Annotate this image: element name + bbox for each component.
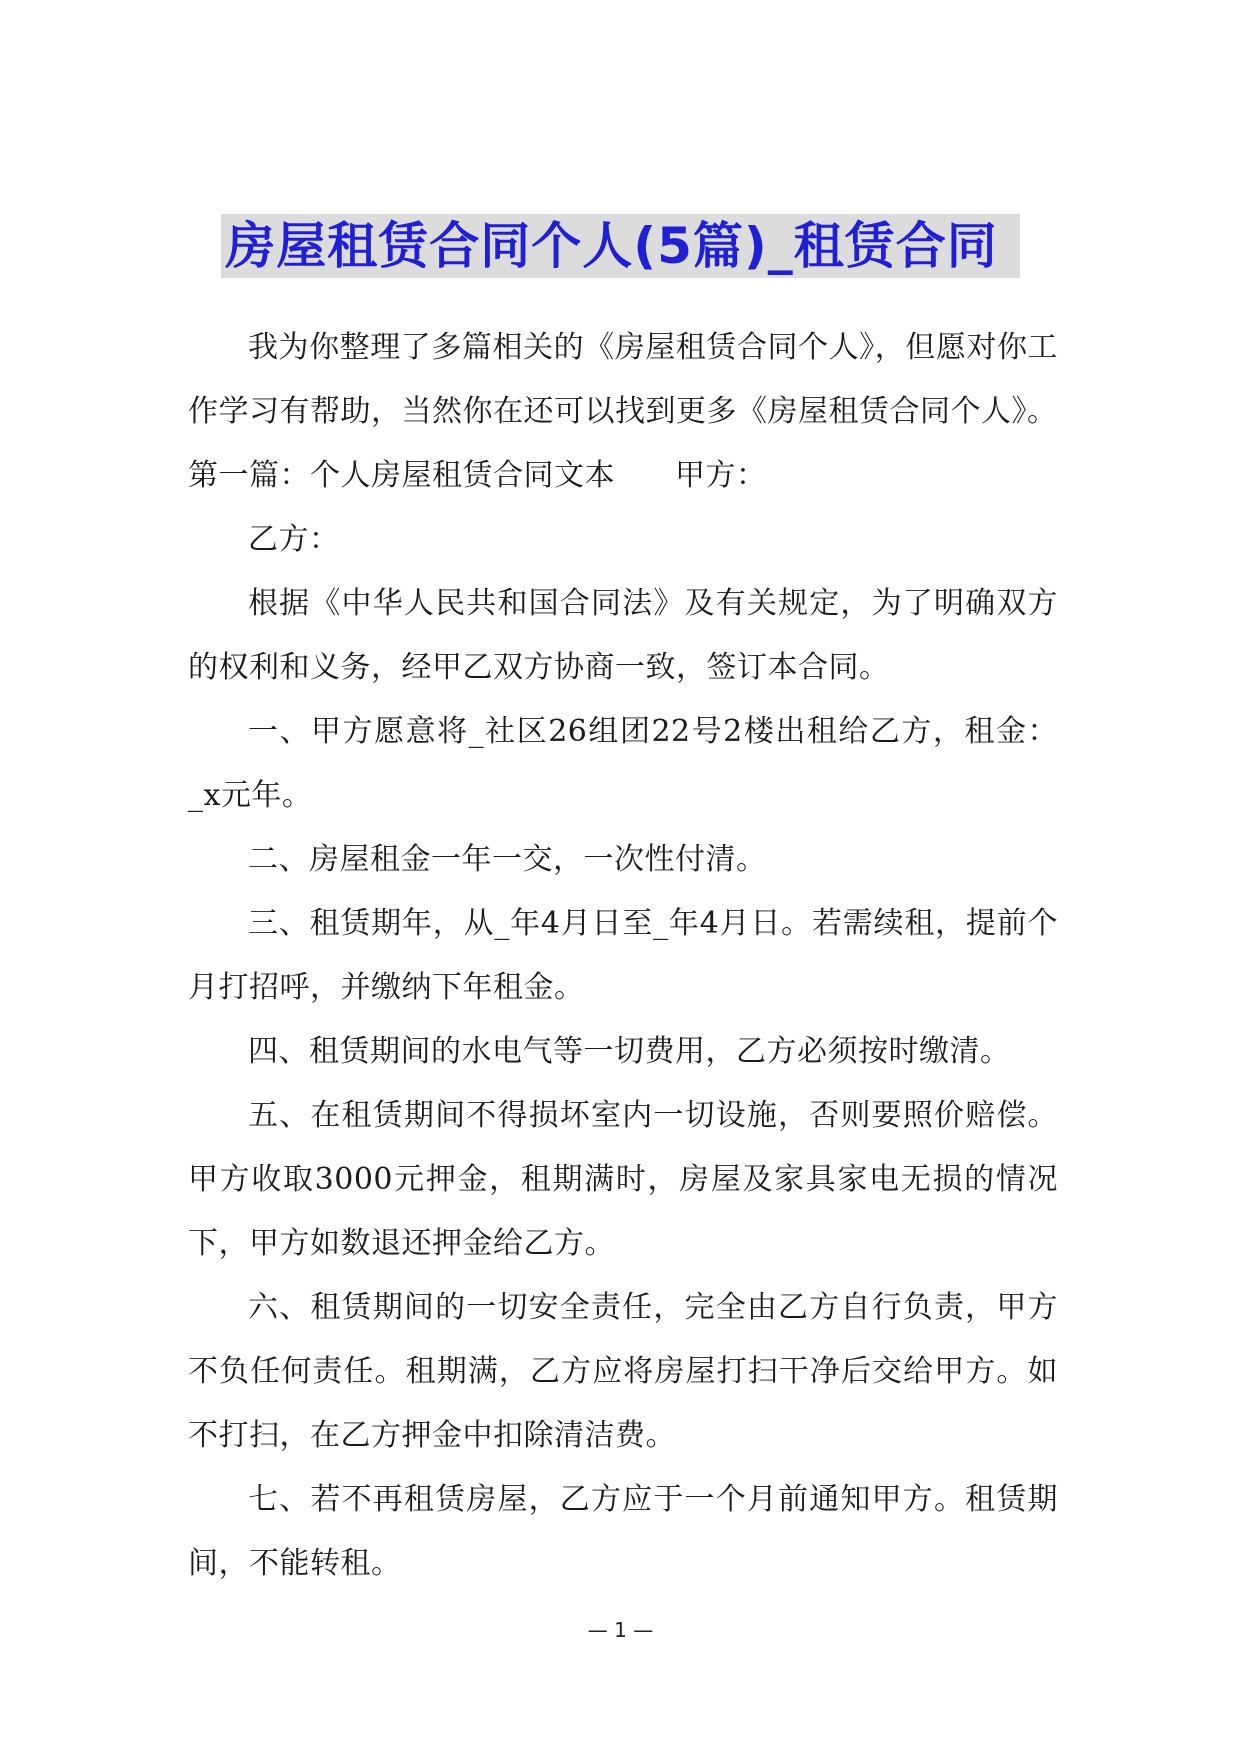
paragraph-clause-2: 二、房屋租金一年一交，一次性付清。 [248,842,767,877]
paragraph-clause-1: 一、甲方愿意将_社区26组团22号2楼出租给乙方，租金：_x元年。 [188,714,1058,813]
document-body [188,316,1058,1596]
paragraph-clause-5: 五、在租赁期间不得损坏室内一切设施，否则要照价赔偿。甲方收取3000元押金，租期满时，房屋及家具家电无损的情况下，甲方如数退还押金给乙方。 [188,1098,1058,1261]
paragraph-clause-4: 四、租赁期间的水电气等一切费用，乙方必须按时缴清。 [248,1034,1011,1069]
page-number: — 1 — [587,1618,654,1642]
paragraph-intro: 我为你整理了多篇相关的《房屋租赁合同个人》，但愿对你工作学习有帮助，当然你在还可以找到更多《房屋租赁合同个人》。 [188,330,1058,429]
title-container [0,214,1241,278]
party-a-label: 甲方： [675,458,767,493]
paragraph-party-b: 乙方： [248,522,340,557]
paragraph-section-heading [188,444,1058,508]
paragraph-preamble: 根据《中华人民共和国合同法》及有关规定，为了明确双方的权利和义务，经甲乙双方协商一致，签订本合同。 [188,586,1058,685]
paragraph-clause-3: 三、租赁期年，从_年4月日至_年4月日。若需续租，提前个月打招呼，并缴纳下年租金。 [188,906,1058,1005]
paragraph-clause-6: 六、租赁期间的一切安全责任，完全由乙方自行负责，甲方不负任何责任。租期满，乙方应将房屋打扫干净后交给甲方。如不打扫，在乙方押金中扣除清洁费。 [188,1290,1058,1453]
paragraph-clause-7: 七、若不再租赁房屋，乙方应于一个月前通知甲方。租赁期间，不能转租。 [188,1482,1058,1581]
section-heading-text: 第一篇：个人房屋租赁合同文本 [188,458,615,493]
document-title: 房屋租赁合同个人(5篇)_租赁合同 [221,214,1020,278]
